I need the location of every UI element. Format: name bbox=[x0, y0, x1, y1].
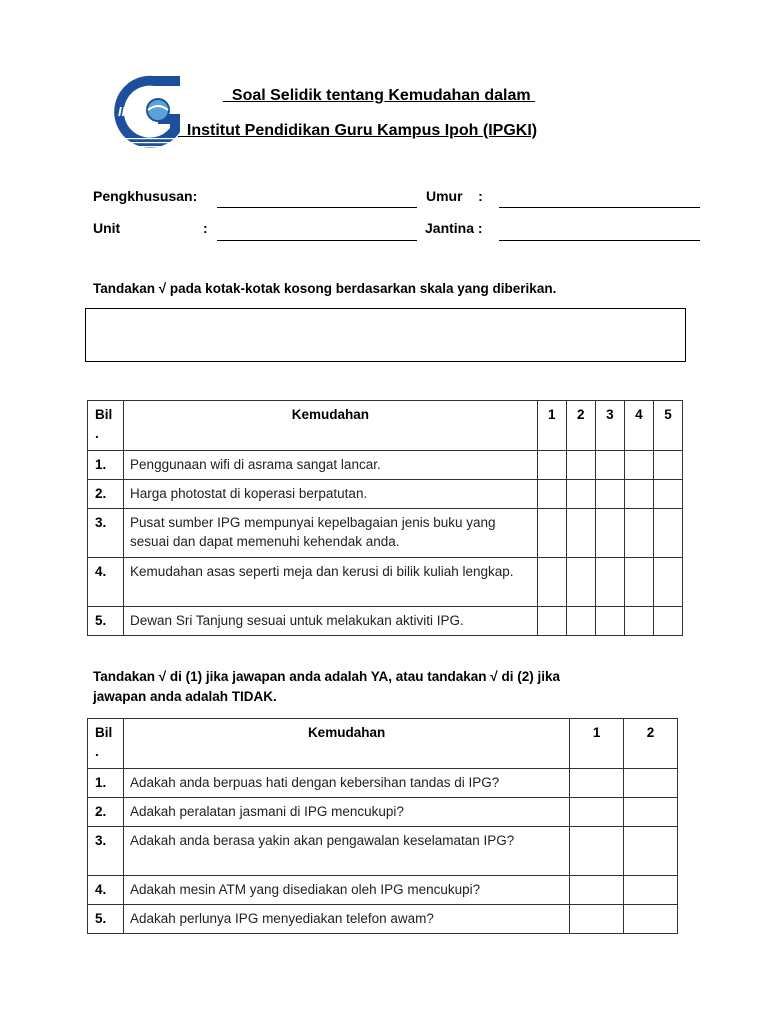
row-number: 4. bbox=[88, 876, 124, 905]
yes-header: 1 bbox=[570, 719, 624, 769]
rating-cell[interactable] bbox=[624, 558, 653, 607]
row-statement: Kemudahan asas seperti meja dan kerusi di bilik kuliah lengkap. bbox=[124, 558, 538, 607]
row-number: 1. bbox=[88, 451, 124, 480]
logo-text: IPG bbox=[118, 104, 141, 119]
table-header-row bbox=[88, 401, 683, 451]
age-label: Umur : bbox=[426, 188, 483, 204]
rating-cell[interactable] bbox=[537, 451, 566, 480]
rating-cell[interactable] bbox=[624, 451, 653, 480]
rating-cell[interactable] bbox=[595, 607, 624, 636]
yes-cell[interactable] bbox=[570, 798, 624, 827]
row-number: 3. bbox=[88, 827, 124, 876]
bil-header: Bil . bbox=[88, 719, 124, 769]
survey-title-line1: Soal Selidik tentang Kemudahan dalam bbox=[223, 87, 536, 104]
rating-cell[interactable] bbox=[624, 509, 653, 558]
rating-cell[interactable] bbox=[566, 558, 595, 607]
ipg-logo bbox=[114, 74, 182, 150]
yes-cell[interactable] bbox=[570, 769, 624, 798]
rating-cell[interactable] bbox=[566, 451, 595, 480]
row-statement: Pusat sumber IPG mempunyai kepelbagaian jenis buku yang sesuai dan dapat memenuhi kehendak anda. bbox=[124, 509, 538, 558]
no-cell[interactable] bbox=[624, 827, 678, 876]
scale-header-3: 3 bbox=[595, 401, 624, 451]
no-cell[interactable] bbox=[624, 798, 678, 827]
no-cell[interactable] bbox=[624, 769, 678, 798]
row-statement: Dewan Sri Tanjung sesuai untuk melakukan aktiviti IPG. bbox=[124, 607, 538, 636]
rating-cell[interactable] bbox=[595, 451, 624, 480]
row-number: 5. bbox=[88, 905, 124, 934]
rating-cell[interactable] bbox=[624, 480, 653, 509]
unit-field[interactable] bbox=[217, 240, 417, 241]
row-question: Adakah anda berpuas hati dengan kebersihan tandas di IPG? bbox=[123, 769, 569, 798]
item-header: Kemudahan bbox=[123, 719, 569, 769]
table-row bbox=[88, 607, 683, 636]
unit-label: Unit bbox=[93, 220, 121, 236]
row-statement: Penggunaan wifi di asrama sangat lancar. bbox=[124, 451, 538, 480]
row-number: 1. bbox=[88, 769, 124, 798]
table-row bbox=[88, 827, 678, 876]
scale-legend-box bbox=[85, 308, 686, 362]
row-number: 4. bbox=[88, 558, 124, 607]
scale-header-2: 2 bbox=[566, 401, 595, 451]
rating-cell[interactable] bbox=[653, 607, 682, 636]
rating-cell[interactable] bbox=[595, 509, 624, 558]
no-cell[interactable] bbox=[624, 905, 678, 934]
rating-cell[interactable] bbox=[653, 451, 682, 480]
specialization-field[interactable] bbox=[217, 207, 417, 208]
specialization-label: Pengkhususan: bbox=[93, 188, 198, 204]
table-header-row bbox=[88, 719, 678, 769]
rating-cell[interactable] bbox=[653, 480, 682, 509]
rating-cell[interactable] bbox=[595, 480, 624, 509]
table-row bbox=[88, 509, 683, 558]
table-row bbox=[88, 905, 678, 934]
row-statement: Harga photostat di koperasi berpatutan. bbox=[124, 480, 538, 509]
rating-cell[interactable] bbox=[653, 509, 682, 558]
rating-cell[interactable] bbox=[566, 607, 595, 636]
age-field[interactable] bbox=[499, 207, 700, 208]
gender-field[interactable] bbox=[499, 240, 700, 241]
no-header: 2 bbox=[624, 719, 678, 769]
section1-instruction: Tandakan √ pada kotak-kotak kosong berdasarkan skala yang diberikan. bbox=[93, 281, 557, 296]
rating-cell[interactable] bbox=[537, 509, 566, 558]
table-row bbox=[88, 451, 683, 480]
rating-cell[interactable] bbox=[653, 558, 682, 607]
rating-cell[interactable] bbox=[624, 607, 653, 636]
rating-cell[interactable] bbox=[595, 558, 624, 607]
bil-header: Bil . bbox=[88, 401, 124, 451]
yes-cell[interactable] bbox=[570, 876, 624, 905]
rating-cell[interactable] bbox=[537, 480, 566, 509]
row-question: Adakah perlunya IPG menyediakan telefon awam? bbox=[123, 905, 569, 934]
rating-cell[interactable] bbox=[566, 509, 595, 558]
section2-instruction-line1: Tandakan √ di (1) jika jawapan anda adalah YA, atau tandakan √ di (2) jika bbox=[93, 669, 560, 684]
row-number: 3. bbox=[88, 509, 124, 558]
section2-instruction-line2: jawapan anda adalah TIDAK. bbox=[93, 689, 277, 704]
scale-header-4: 4 bbox=[624, 401, 653, 451]
row-question: Adakah anda berasa yakin akan pengawalan keselamatan IPG? bbox=[123, 827, 569, 876]
yes-cell[interactable] bbox=[570, 905, 624, 934]
rating-cell[interactable] bbox=[537, 607, 566, 636]
facilities-rating-table bbox=[87, 400, 683, 636]
rating-cell[interactable] bbox=[537, 558, 566, 607]
rating-cell[interactable] bbox=[566, 480, 595, 509]
item-header: Kemudahan bbox=[124, 401, 538, 451]
gender-label: Jantina : bbox=[425, 220, 483, 236]
row-number: 2. bbox=[88, 798, 124, 827]
row-number: 2. bbox=[88, 480, 124, 509]
table-row bbox=[88, 798, 678, 827]
unit-colon: : bbox=[203, 220, 208, 236]
row-question: Adakah peralatan jasmani di IPG mencukupi? bbox=[123, 798, 569, 827]
survey-title-line2: Institut Pendidikan Guru Kampus Ipoh (IPGKI) bbox=[178, 122, 538, 139]
table-row bbox=[88, 480, 683, 509]
facilities-yes-no-table bbox=[87, 718, 678, 934]
table-row bbox=[88, 769, 678, 798]
table-row bbox=[88, 558, 683, 607]
no-cell[interactable] bbox=[624, 876, 678, 905]
scale-header-5: 5 bbox=[653, 401, 682, 451]
yes-cell[interactable] bbox=[570, 827, 624, 876]
row-question: Adakah mesin ATM yang disediakan oleh IPG mencukupi? bbox=[123, 876, 569, 905]
table-row bbox=[88, 876, 678, 905]
row-number: 5. bbox=[88, 607, 124, 636]
scale-header-1: 1 bbox=[537, 401, 566, 451]
